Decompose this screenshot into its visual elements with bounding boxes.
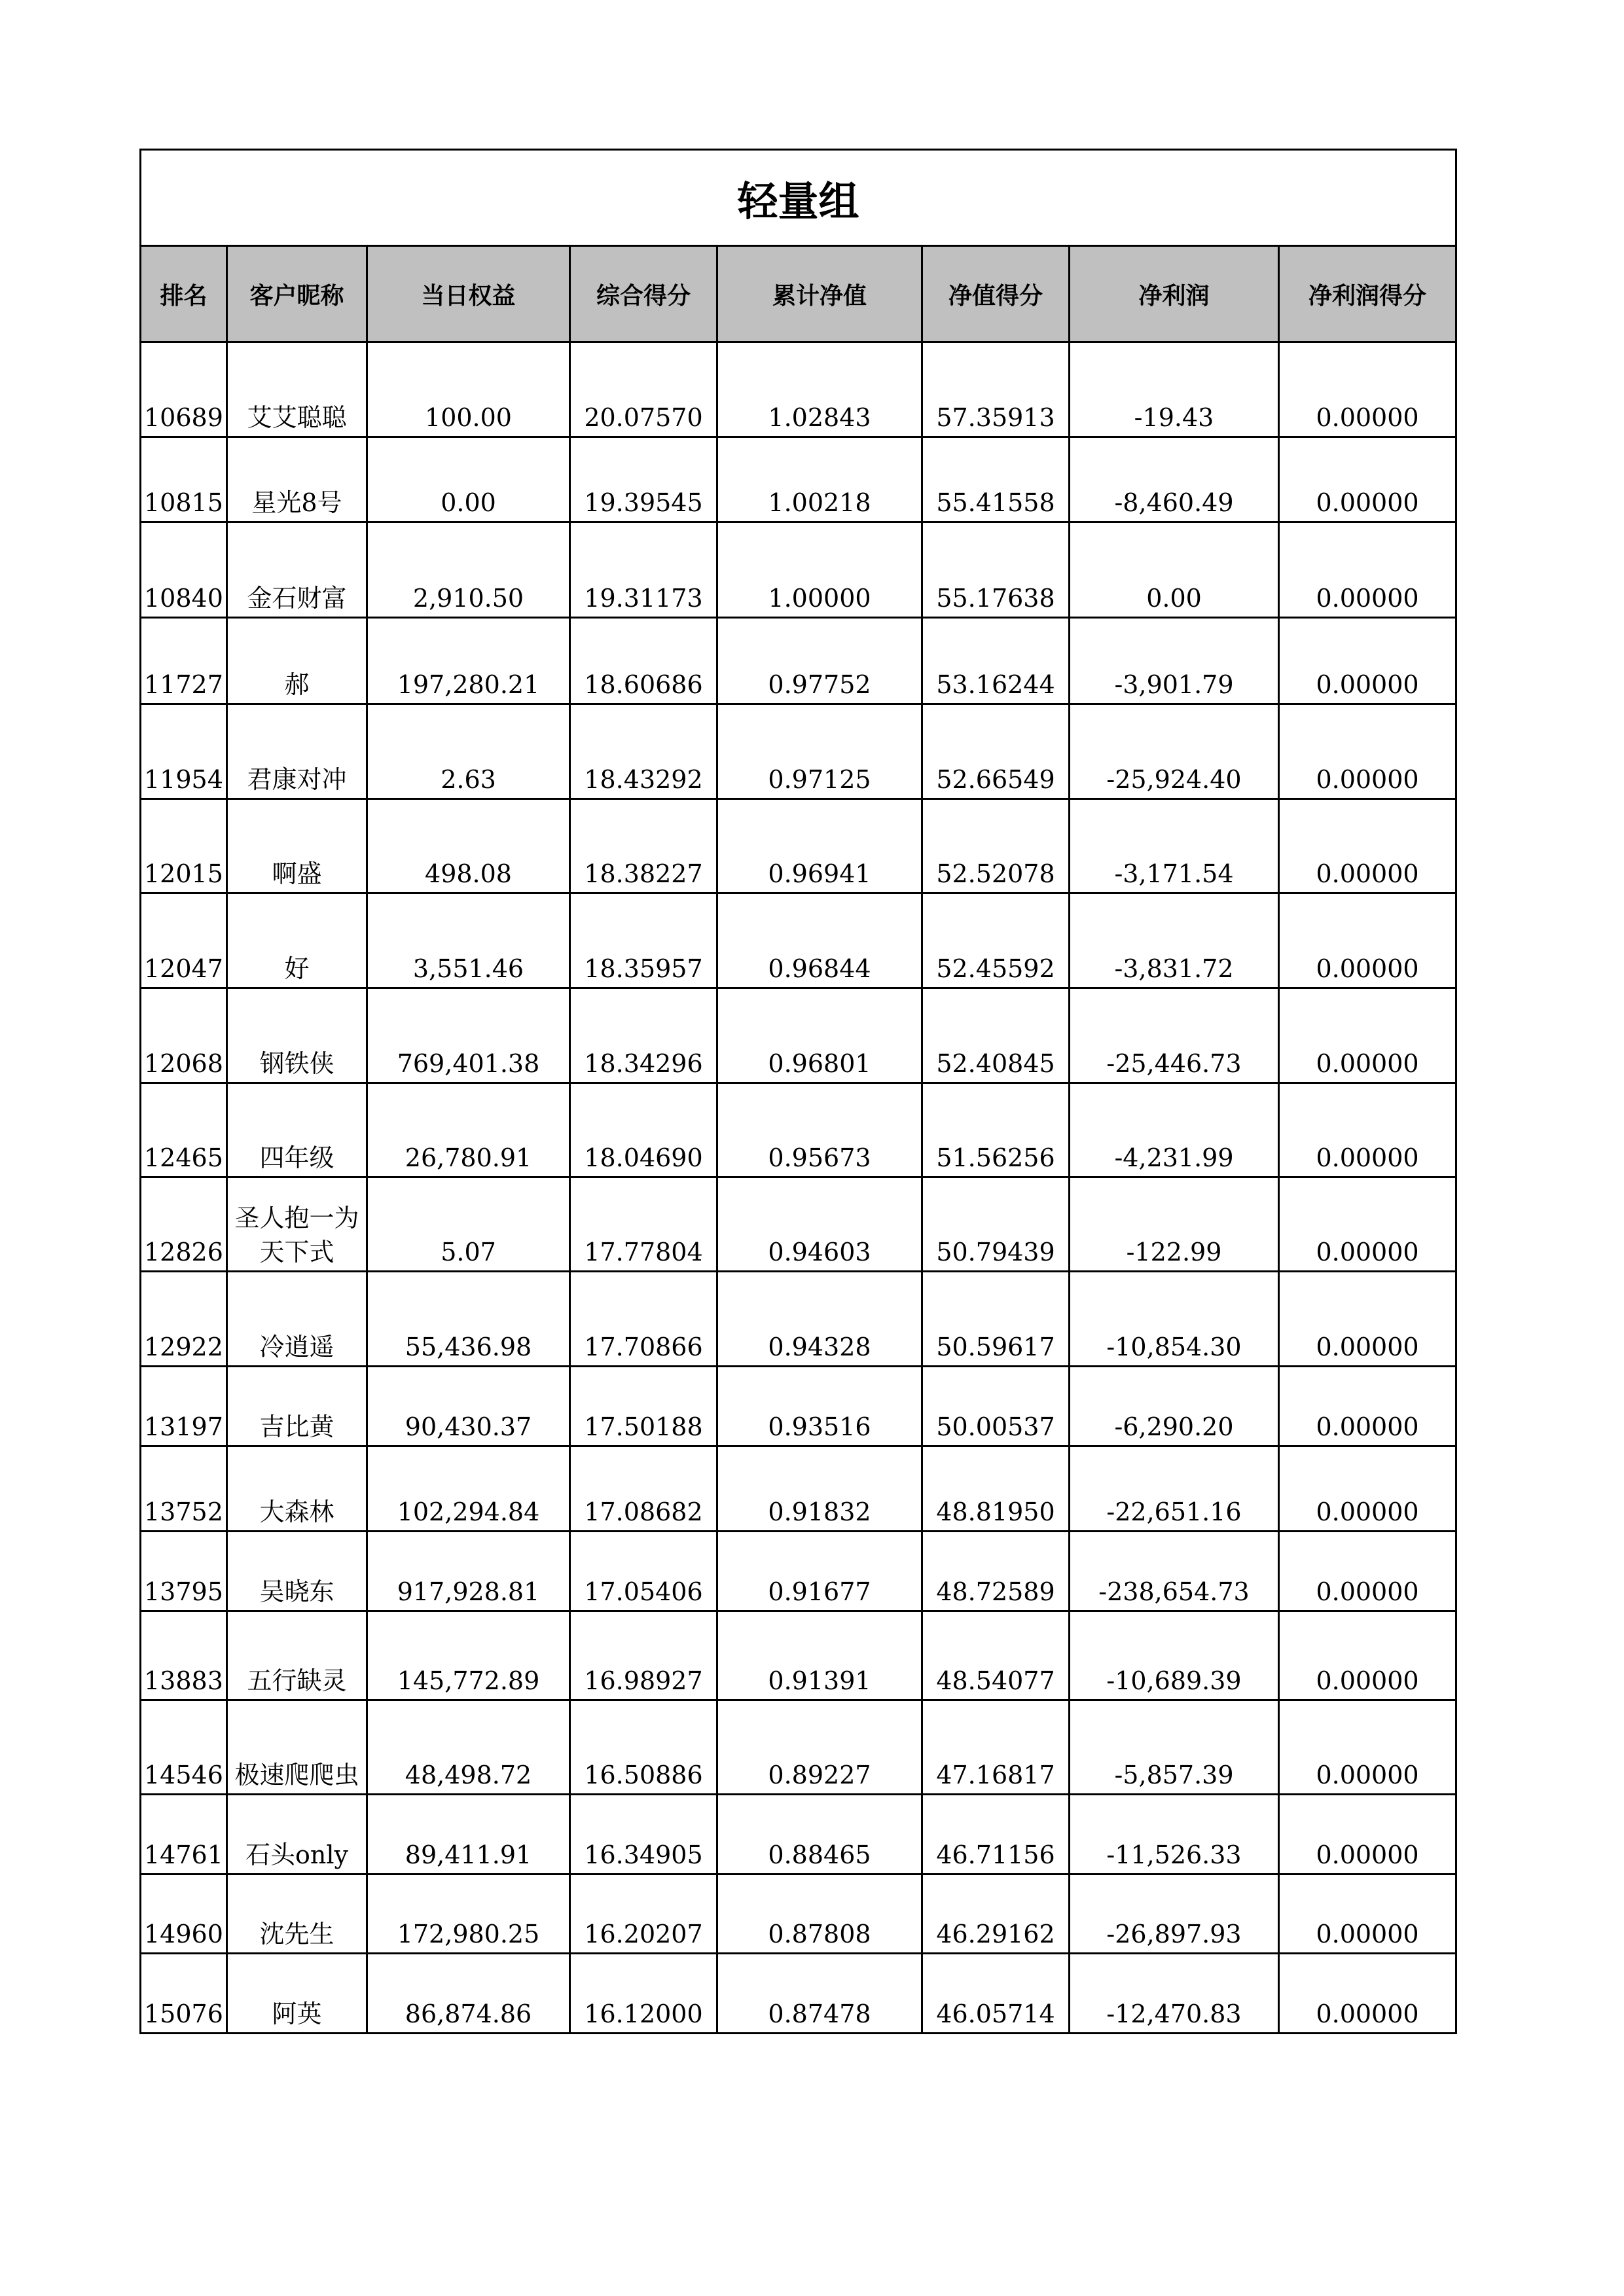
table-row <box>141 1446 1456 1532</box>
score-cell: 19.39545 <box>570 437 717 522</box>
nav-score-cell: 53.16244 <box>922 618 1070 704</box>
table-row <box>141 1611 1456 1700</box>
nav-cell: 0.87478 <box>717 1954 922 2034</box>
rank-cell: 12826 <box>141 1177 227 1272</box>
profit-score-cell: 0.00000 <box>1279 799 1456 893</box>
rank-cell: 14761 <box>141 1795 227 1874</box>
nickname-cell: 极速爬爬虫 <box>227 1700 367 1795</box>
rank-cell: 11954 <box>141 704 227 799</box>
col-header-profit: 净利润 <box>1070 246 1279 342</box>
rank-cell: 12068 <box>141 988 227 1083</box>
nav-cell: 0.87808 <box>717 1874 922 1954</box>
equity-cell: 0.00 <box>367 437 570 522</box>
nav-cell: 0.88465 <box>717 1795 922 1874</box>
equity-cell: 89,411.91 <box>367 1795 570 1874</box>
nickname-cell: 大森林 <box>227 1446 367 1532</box>
table-row <box>141 893 1456 988</box>
profit-score-cell: 0.00000 <box>1279 1611 1456 1700</box>
nav-score-cell: 52.45592 <box>922 893 1070 988</box>
equity-cell: 172,980.25 <box>367 1874 570 1954</box>
nickname-cell: 沈先生 <box>227 1874 367 1954</box>
rank-cell: 10689 <box>141 342 227 437</box>
nav-score-cell: 48.54077 <box>922 1611 1070 1700</box>
nickname-cell: 吴晓东 <box>227 1532 367 1611</box>
score-cell: 18.60686 <box>570 618 717 704</box>
equity-cell: 100.00 <box>367 342 570 437</box>
score-cell: 18.35957 <box>570 893 717 988</box>
nickname-cell: 阿英 <box>227 1954 367 2034</box>
nickname-cell: 啊盛 <box>227 799 367 893</box>
nav-cell: 0.91677 <box>717 1532 922 1611</box>
col-header-nav-score: 净值得分 <box>922 246 1070 342</box>
equity-cell: 26,780.91 <box>367 1083 570 1177</box>
nav-cell: 0.97125 <box>717 704 922 799</box>
profit-cell: -10,854.30 <box>1070 1272 1279 1367</box>
nav-score-cell: 52.52078 <box>922 799 1070 893</box>
nickname-cell: 郝 <box>227 618 367 704</box>
profit-score-cell: 0.00000 <box>1279 1083 1456 1177</box>
nav-score-cell: 55.17638 <box>922 522 1070 618</box>
rank-cell: 13752 <box>141 1446 227 1532</box>
score-cell: 18.43292 <box>570 704 717 799</box>
score-cell: 18.38227 <box>570 799 717 893</box>
nav-score-cell: 48.72589 <box>922 1532 1070 1611</box>
score-cell: 19.31173 <box>570 522 717 618</box>
rank-cell: 13883 <box>141 1611 227 1700</box>
rank-cell: 12922 <box>141 1272 227 1367</box>
rank-cell: 11727 <box>141 618 227 704</box>
equity-cell: 769,401.38 <box>367 988 570 1083</box>
nickname-cell: 钢铁侠 <box>227 988 367 1083</box>
equity-cell: 5.07 <box>367 1177 570 1272</box>
profit-cell: -6,290.20 <box>1070 1367 1279 1446</box>
rank-cell: 10840 <box>141 522 227 618</box>
score-cell: 17.05406 <box>570 1532 717 1611</box>
table-row <box>141 1367 1456 1446</box>
nav-score-cell: 51.56256 <box>922 1083 1070 1177</box>
equity-cell: 917,928.81 <box>367 1532 570 1611</box>
table-row <box>141 1272 1456 1367</box>
profit-cell: -19.43 <box>1070 342 1279 437</box>
profit-cell: -10,689.39 <box>1070 1611 1279 1700</box>
nickname-cell: 冷逍遥 <box>227 1272 367 1367</box>
table-row <box>141 1083 1456 1177</box>
rank-cell: 12465 <box>141 1083 227 1177</box>
profit-cell: -122.99 <box>1070 1177 1279 1272</box>
profit-cell: -25,446.73 <box>1070 988 1279 1083</box>
rank-cell: 13197 <box>141 1367 227 1446</box>
profit-score-cell: 0.00000 <box>1279 437 1456 522</box>
nav-cell: 0.97752 <box>717 618 922 704</box>
nickname-cell: 四年级 <box>227 1083 367 1177</box>
equity-cell: 90,430.37 <box>367 1367 570 1446</box>
profit-cell: -26,897.93 <box>1070 1874 1279 1954</box>
table-row <box>141 522 1456 618</box>
profit-score-cell: 0.00000 <box>1279 988 1456 1083</box>
nav-score-cell: 46.29162 <box>922 1874 1070 1954</box>
ranking-table <box>139 149 1457 2034</box>
nav-score-cell: 50.00537 <box>922 1367 1070 1446</box>
profit-score-cell: 0.00000 <box>1279 893 1456 988</box>
table-row <box>141 618 1456 704</box>
nav-score-cell: 57.35913 <box>922 342 1070 437</box>
profit-cell: -3,831.72 <box>1070 893 1279 988</box>
profit-score-cell: 0.00000 <box>1279 1874 1456 1954</box>
score-cell: 18.04690 <box>570 1083 717 1177</box>
profit-cell: -12,470.83 <box>1070 1954 1279 2034</box>
score-cell: 20.07570 <box>570 342 717 437</box>
nav-cell: 0.89227 <box>717 1700 922 1795</box>
nav-score-cell: 52.40845 <box>922 988 1070 1083</box>
table-row <box>141 1874 1456 1954</box>
header-row <box>141 246 1456 342</box>
equity-cell: 48,498.72 <box>367 1700 570 1795</box>
profit-score-cell: 0.00000 <box>1279 1532 1456 1611</box>
nickname-cell: 石头only <box>227 1795 367 1874</box>
table-row <box>141 988 1456 1083</box>
table-row <box>141 1700 1456 1795</box>
profit-score-cell: 0.00000 <box>1279 342 1456 437</box>
rank-cell: 14960 <box>141 1874 227 1954</box>
nickname-cell: 圣人抱一为天下式 <box>227 1177 367 1272</box>
col-header-rank: 排名 <box>141 246 227 342</box>
rank-cell: 15076 <box>141 1954 227 2034</box>
score-cell: 17.50188 <box>570 1367 717 1446</box>
nav-cell: 1.00218 <box>717 437 922 522</box>
table-row <box>141 1795 1456 1874</box>
score-cell: 17.77804 <box>570 1177 717 1272</box>
nav-score-cell: 52.66549 <box>922 704 1070 799</box>
score-cell: 17.08682 <box>570 1446 717 1532</box>
profit-cell: -5,857.39 <box>1070 1700 1279 1795</box>
score-cell: 16.34905 <box>570 1795 717 1874</box>
rank-cell: 14546 <box>141 1700 227 1795</box>
nav-cell: 1.02843 <box>717 342 922 437</box>
nav-score-cell: 48.81950 <box>922 1446 1070 1532</box>
nav-cell: 0.96844 <box>717 893 922 988</box>
table-body <box>141 342 1456 2034</box>
nav-cell: 0.96801 <box>717 988 922 1083</box>
nickname-cell: 君康对冲 <box>227 704 367 799</box>
nav-score-cell: 50.79439 <box>922 1177 1070 1272</box>
nav-score-cell: 55.41558 <box>922 437 1070 522</box>
equity-cell: 3,551.46 <box>367 893 570 988</box>
table-row <box>141 1177 1456 1272</box>
nav-cell: 0.94328 <box>717 1272 922 1367</box>
equity-cell: 86,874.86 <box>367 1954 570 2034</box>
nav-cell: 0.96941 <box>717 799 922 893</box>
profit-score-cell: 0.00000 <box>1279 1446 1456 1532</box>
profit-score-cell: 0.00000 <box>1279 1795 1456 1874</box>
col-header-score: 综合得分 <box>570 246 717 342</box>
nav-cell: 0.91832 <box>717 1446 922 1532</box>
table-row <box>141 342 1456 437</box>
equity-cell: 145,772.89 <box>367 1611 570 1700</box>
rank-cell: 12015 <box>141 799 227 893</box>
nav-score-cell: 50.59617 <box>922 1272 1070 1367</box>
equity-cell: 55,436.98 <box>367 1272 570 1367</box>
col-header-nickname: 客户昵称 <box>227 246 367 342</box>
profit-score-cell: 0.00000 <box>1279 522 1456 618</box>
nav-score-cell: 47.16817 <box>922 1700 1070 1795</box>
rank-cell: 13795 <box>141 1532 227 1611</box>
nickname-cell: 好 <box>227 893 367 988</box>
nav-cell: 0.91391 <box>717 1611 922 1700</box>
score-cell: 17.70866 <box>570 1272 717 1367</box>
profit-score-cell: 0.00000 <box>1279 1954 1456 2034</box>
table-row <box>141 437 1456 522</box>
nickname-cell: 五行缺灵 <box>227 1611 367 1700</box>
profit-cell: -3,171.54 <box>1070 799 1279 893</box>
nav-score-cell: 46.05714 <box>922 1954 1070 2034</box>
equity-cell: 498.08 <box>367 799 570 893</box>
nickname-cell: 金石财富 <box>227 522 367 618</box>
score-cell: 16.12000 <box>570 1954 717 2034</box>
col-header-nav: 累计净值 <box>717 246 922 342</box>
nav-cell: 0.94603 <box>717 1177 922 1272</box>
score-cell: 16.20207 <box>570 1874 717 1954</box>
col-header-equity: 当日权益 <box>367 246 570 342</box>
nav-cell: 0.95673 <box>717 1083 922 1177</box>
table-row <box>141 799 1456 893</box>
profit-score-cell: 0.00000 <box>1279 1367 1456 1446</box>
score-cell: 16.98927 <box>570 1611 717 1700</box>
profit-cell: -8,460.49 <box>1070 437 1279 522</box>
table-row <box>141 1532 1456 1611</box>
profit-cell: -238,654.73 <box>1070 1532 1279 1611</box>
equity-cell: 2,910.50 <box>367 522 570 618</box>
nickname-cell: 星光8号 <box>227 437 367 522</box>
nav-cell: 0.93516 <box>717 1367 922 1446</box>
profit-score-cell: 0.00000 <box>1279 704 1456 799</box>
score-cell: 18.34296 <box>570 988 717 1083</box>
nav-cell: 1.00000 <box>717 522 922 618</box>
rank-cell: 10815 <box>141 437 227 522</box>
table-row <box>141 704 1456 799</box>
table-title: 轻量组 <box>141 150 1456 246</box>
equity-cell: 2.63 <box>367 704 570 799</box>
profit-cell: -11,526.33 <box>1070 1795 1279 1874</box>
score-cell: 16.50886 <box>570 1700 717 1795</box>
profit-score-cell: 0.00000 <box>1279 618 1456 704</box>
profit-cell: 0.00 <box>1070 522 1279 618</box>
nav-score-cell: 46.71156 <box>922 1795 1070 1874</box>
profit-score-cell: 0.00000 <box>1279 1177 1456 1272</box>
table-row <box>141 1954 1456 2034</box>
nickname-cell: 艾艾聪聪 <box>227 342 367 437</box>
equity-cell: 102,294.84 <box>367 1446 570 1532</box>
nickname-cell: 吉比黄 <box>227 1367 367 1446</box>
profit-cell: -3,901.79 <box>1070 618 1279 704</box>
rank-cell: 12047 <box>141 893 227 988</box>
profit-score-cell: 0.00000 <box>1279 1700 1456 1795</box>
profit-cell: -25,924.40 <box>1070 704 1279 799</box>
equity-cell: 197,280.21 <box>367 618 570 704</box>
profit-cell: -4,231.99 <box>1070 1083 1279 1177</box>
profit-score-cell: 0.00000 <box>1279 1272 1456 1367</box>
col-header-profit-score: 净利润得分 <box>1279 246 1456 342</box>
profit-cell: -22,651.16 <box>1070 1446 1279 1532</box>
